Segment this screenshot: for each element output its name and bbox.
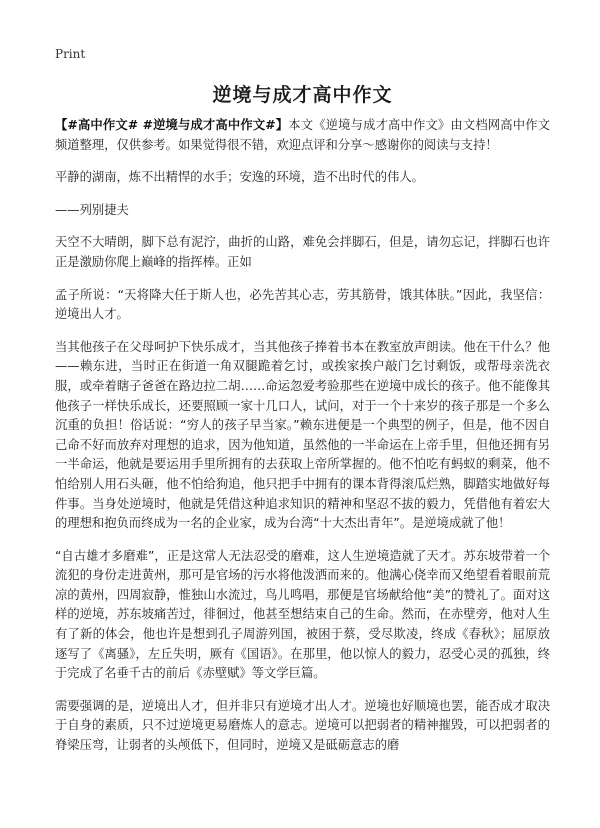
paragraph-1: 天空不大晴朗，脚下总有泥泞，曲折的山路，难免会拌脚石，但是，请勿忘记，拌脚石也许正是激励你爬上巅峰的指挥棒。正如 — [55, 235, 550, 269]
page-title: 逆境与成才高中作文 — [212, 84, 393, 106]
paragraph-5: 需要强调的是，逆境出人才，但并非只有逆境才出人才。逆境也好顺境也罢，能否成才取决于自身的素质，只不过逆境更易磨炼人的意志。逆境可以把弱者的精神摧毁，可以把弱者的脊梁压弯，让弱者的头颅低下，但同时，逆境又是砥砺意志的磨 — [55, 698, 550, 753]
intro-text: 本文《逆境与成才高中作文》由文档网高中作文频道整理，仅供参考。如果觉得很不错，欢迎点评和分享～感谢你的阅读与支持！ — [55, 118, 550, 152]
tag-links[interactable]: 【#高中作文# #逆境与成才高中作文#】 — [55, 118, 289, 132]
paragraph-4: “自古雄才多磨难”，正是这常人无法忍受的磨难，这人生逆境造就了天才。苏东坡带着一个流犯的身份走进黄州，那可是官场的污水将他泼洒而来的。他满心侥幸而又绝望看着眼前荒凉的黄州，四周寂静，惟独山水流过，鸟儿鸣唱，那便是官场献给他“美”的赞礼了。面对这样的逆境，苏东坡痛苦过，徘徊过，他甚至想结束自己的生命。然而，在赤壁旁，他对人生有了新的体会，他也许是想到孔子周游列国，被困于蔡，受尽欺凌，终成《春秋》；屈原放逐写了《离骚》，左丘失明，厥有《国语》。在那里，他以惊人的毅力，忍受心灵的孤独，终于完成了名垂千古的前后《赤壁赋》等文学巨篇。 — [55, 548, 550, 681]
paragraph-attribution: ——列别捷夫 — [55, 202, 129, 217]
print-link[interactable]: Print — [55, 47, 86, 61]
intro-paragraph — [55, 116, 550, 155]
paragraph-3: 当其他孩子在父母呵护下快乐成才，当其他孩子捧着书本在教室放声朗读。他在干什么？他——赖东进，当时正在街道一角双腿跪着乞讨，或挨家挨户敲门乞讨剩饭，或帮母亲洗衣服，或牵着瞎子爸爸在路边拉二胡……命运忽爱考验那些在逆境中成长的孩子。他不能像其他孩子一样快乐成长，还要照顾一家十几口人，试问，对于一个十来岁的孩子那是一个多么沉重的负担！俗话说：“穷人的孩子早当家。”赖东进便是一个典型的例子，但是，他不因自己命不好而放弃对理想的追求，因为他知道，虽然他的一半命运在上帝手里，但他还拥有另一半命运，他就是要运用手里所拥有的去获取上帝所掌握的。他不怕吃有蚂蚁的剩菜，他不怕给别人用石头砸，他不怕给狗追，他只把手中拥有的课本背得滚瓜烂熟，脚踏实地做好每件事。当身处逆境时，他就是凭借这种追求知识的精神和坚忍不拔的毅力，凭借他有着宏大的理想和抱负而终成为一名的企业家，成为台湾“十大杰出青年”。是逆境成就了他！ — [55, 339, 550, 531]
article-body — [55, 116, 550, 769]
paragraph-quote: 平静的湖南，炼不出精悍的水手；安逸的环境，造不出时代的伟人。 — [55, 170, 424, 185]
paragraph-2: 孟子所说：“天将降大任于斯人也，必先苦其心志，劳其筋骨，饿其体肤。”因此，我坚信：逆境出人才。 — [55, 287, 550, 322]
